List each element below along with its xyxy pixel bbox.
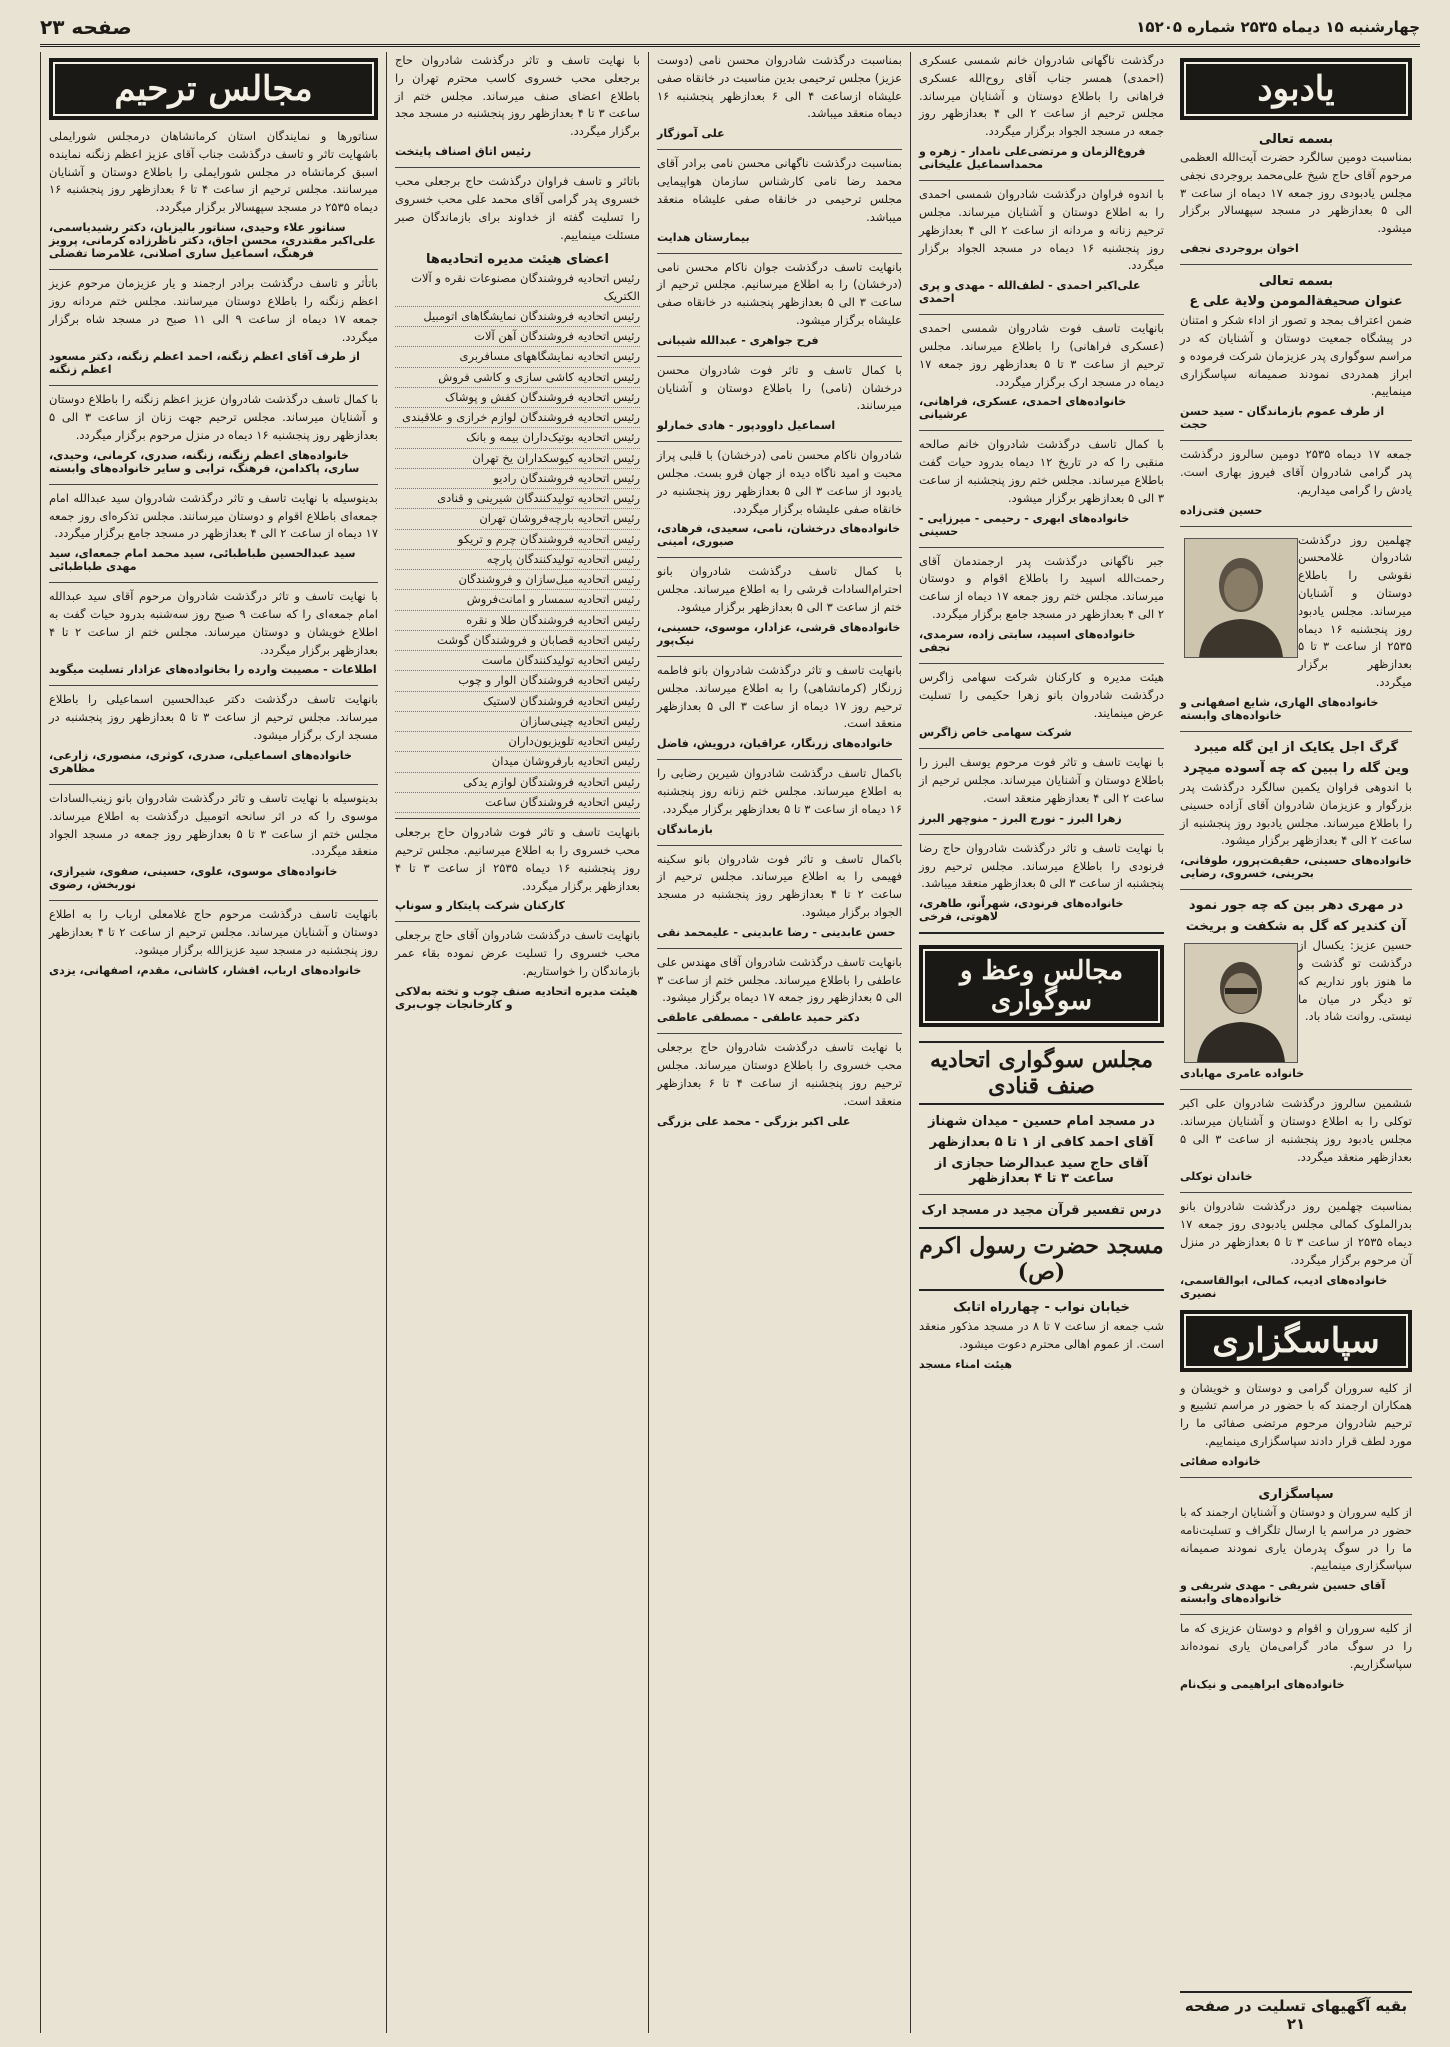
notice-nami-2: بمناسبت درگذشت ناگهانی محسن نامی برادر آقای محمد رضا نامی کارشناس سازمان هواپیمایی مجلس ترحیمی در خانقاه صفی علیشاه منعقد میباشد. bbox=[657, 156, 902, 224]
divider bbox=[1180, 1477, 1412, 1478]
divider bbox=[657, 948, 902, 949]
mosque-rasoul-text: شب جمعه از ساعت ۷ تا ۸ در مسجد مذکور منعقد است. از عموم اهالی محترم دعوت میشود. bbox=[919, 1319, 1164, 1351]
union-list-item: رئیس اتحادیه فروشندگان لوازم یدکی bbox=[395, 773, 640, 793]
notice-ameri: حسین عزیز: یکسال از درگذشت تو گذشت و ما هنوز باور نداریم که تو دیگر در میان ما نیستی. روانت شاد باد. bbox=[1298, 938, 1412, 1024]
portrait-silhouette-icon bbox=[1185, 539, 1297, 657]
notice-emam-jomeh: بدینوسیله با نهایت تاسف و تاثر درگذشت شادروان سید عبدالله امام جمعه‌ای باطلاع اقوام و دوستان میرسانند. مجلس تذکره‌ای روز جمعه ۱۷ دیماه از ساعت ۲ الی ۴ بعدازظهر در مسجد جامع برگزار میگردد. bbox=[49, 490, 378, 541]
notice-ameri-sign: خانواده عامری مهابادی bbox=[1180, 1067, 1305, 1081]
mosque-rasoul-address: خیابان نواب - چهارراه اتابک bbox=[953, 1300, 1130, 1316]
notice-fahimi: باکمال تاسف و تاثر فوت شادروان بانو سکینه فهیمی را به اطلاع میرساند. مجلس ترحیم از ساعت ۲ تا ۴ بعدازظهر روز پنجشنبه در مسجد الجواد برگزار میشود. bbox=[657, 851, 902, 919]
union-list-item: رئیس اتحادیه قصابان و فروشندگان گوشت bbox=[395, 631, 640, 651]
divider bbox=[919, 932, 1164, 934]
divider bbox=[657, 1033, 902, 1034]
columns-container bbox=[40, 52, 1420, 2033]
column-majales-tarhim bbox=[40, 52, 386, 2033]
union-list-item: رئیس اتحادیه فروشندگان الوار و چوب bbox=[395, 671, 640, 691]
column-three bbox=[648, 52, 910, 2033]
union-list-item: رئیس اتحادیه تولیدکنندگان پارچه bbox=[395, 550, 640, 570]
divider bbox=[395, 921, 640, 922]
notice-espid: جبر ناگهانی درگذشت پدر ارجمندمان آقای رحمت‌الله اسپید را باطلاع اقوام و دوستان میرساند. مجلس ختم روز جمعه ۱۷ دیماه از ساعت ۲ الی ۴ بعدازظهر در مسجد جامع برگزار میگردد. bbox=[919, 553, 1164, 622]
notice-ahmadi: با اندوه فراوان درگذشت شادروان شمسی احمدی را به اطلاع دوستان و آشنایان میرساند. مجلس ترحیم زنانه و مردانه از ساعت ۲ الی ۴ بعدازظهر روز پنجشنبه ۱۶ دیماه در مسجد الجواد برگزار میگردد. bbox=[919, 187, 1164, 273]
notice-mohebkhosravi-unions: باتاثر و تاسف فراوان درگذشت حاج برجعلی محب خسروی پدر گرامی آقای محمد علی محب خسروی را تسلیت گفته از خداوند برای بازماندگان صبر مسئلت مینماییم. bbox=[395, 174, 640, 242]
notice-bahari-sign: حسین فتی‌زاده bbox=[1180, 503, 1263, 517]
mosque-rasoul-title: مسجد حضرت رسول اکرم (ص) bbox=[919, 1227, 1164, 1291]
divider bbox=[49, 582, 378, 583]
notice-mousavi-sign: خانواده‌های موسوی، علوی، حسینی، صفوی، شیرازی، نوربخش، رضوی bbox=[49, 865, 338, 892]
sermon-speaker-2: آقای حاج سید عبدالرضا حجازی از ساعت ۳ تا ۴ بعدازظهر bbox=[934, 1156, 1149, 1187]
divider bbox=[919, 1194, 1164, 1195]
notice-safaei-sign: خانواده صفائی bbox=[1180, 1454, 1261, 1468]
poem-line-2: وین گله را ببین که چه آسوده میچرد bbox=[1182, 760, 1410, 776]
sermon-confectionery-title: مجلس سوگواری اتحادیه صنف قنادی bbox=[919, 1041, 1164, 1105]
portrait-photo bbox=[1184, 943, 1298, 1063]
divider bbox=[1180, 526, 1412, 527]
notice-manqabi-sign: خانواده‌های ابهری - رحیمی - میرزایی - حسینی bbox=[919, 511, 1130, 538]
notice-farnoudi-sign: خانواده‌های فرنودی، شهراّنو، طاهری، لاهوتی، فرخی bbox=[919, 897, 1124, 924]
divider bbox=[1180, 1192, 1412, 1193]
divider bbox=[49, 385, 378, 386]
divider bbox=[49, 900, 378, 901]
notice-zangeneh-family-sign: خانواده‌های اعظم زنگنه، زنگنه، صدری، کرمانی، وحیدی، ساری، پاکدامن، فرهنگ، ترابی و سایر خانواده‌های وابسته bbox=[49, 448, 360, 475]
divider bbox=[919, 748, 1164, 749]
divider bbox=[1180, 1614, 1412, 1615]
divider bbox=[919, 180, 1164, 181]
notice-zarnegar-sign: خانواده‌های زرنگار، عراقیان، درویش، فاضل bbox=[657, 737, 893, 751]
divider bbox=[1180, 264, 1412, 265]
divider bbox=[1180, 1089, 1412, 1090]
poem-line-1: گرگ اجل یکایک از این گله میبرد bbox=[1193, 739, 1399, 755]
sepasgozari-banner: سپاسگزاری bbox=[1180, 1310, 1412, 1372]
union-list-item: رئیس اتحادیه فروشندگان طلا و نقره bbox=[395, 611, 640, 631]
notice-paytkar: بانهایت تاسف و تاثر فوت شادروان حاج برجعلی محب خسروی را به اطلاع میرسانیم. مجلس ترحیم روز پنجشنبه ۱۶ دیماه ۲۵۳۵ از ساعت ۳ تا ۴ بعدازظهر برگزار میگردد. bbox=[395, 825, 640, 893]
union-list-item: رئیس اتحادیه فروشندگان رادیو bbox=[395, 469, 640, 489]
notice-alborz: با نهایت تاسف و تاثر فوت مرحوم یوسف البرز را باطلاع دوستان و آشنایان میرساند. مجلس ترحیم از ساعت ۲ الی ۴ بعدازظهر منعقد است. bbox=[919, 755, 1164, 805]
union-list-item: رئیس اتحادیه فروشندگان ساعت bbox=[395, 793, 640, 813]
union-list-item: رئیس اتحادیه فروشندگان لوازم خرازی و علاقبندی bbox=[395, 408, 640, 428]
notice-zagros: هیئت مدیره و کارکنان شرکت سهامی زاگرس درگذشت شادروان بانو زهرا حکیمی را تسلیت عرض مینمایند. bbox=[919, 669, 1164, 720]
notice-ahmadi-sign: علی‌اکبر احمدی - لطف‌الله - مهدی و پری احمدی bbox=[919, 279, 1141, 306]
notice-zangeneh-brother-sign: از طرف آقای اعظم زنگنه، احمد اعظم زنگنه، دکتر مسعود اعظم زنگنه bbox=[49, 350, 360, 377]
notice-nami-1: بمناسبت درگذشت شادروان محسن نامی (دوست عزیز) مجلس ترحیمی بدین مناسبت در خانقاه صفی علیشاه ازساعت ۴ الی ۶ بعدازظهر پنجشنبه ۱۶ دیماه منعقد میباشد. bbox=[657, 53, 902, 121]
notice-sharifi: از کلیه سروران و دوستان و آشنایان ارجمند که با حضور در مراسم یا ارسال تلگراف و تسلیت‌نامه ما را در سوگ پدرمان یاری نمودند صمیمانه سپاسگزاری مینماییم. bbox=[1180, 1504, 1412, 1573]
sermon-location: در مسجد امام حسین - میدان شهناز bbox=[928, 1114, 1155, 1130]
notice-hosseini: با اندوهی فراوان یکمین سالگرد درگذشت پدر بزرگوار و عزیزمان شادروان آقای آزاده حسینی را باطلاع میرساند. مجلس یادبود روز پنجشنبه از ساعت ۲ الی ۴ بعدازظهر برگزار میشود. bbox=[1180, 779, 1412, 848]
notice-kamali-sign: خانواده‌های ادیب، کمالی، ابوالقاسمی، نصیری bbox=[1180, 1273, 1388, 1300]
union-list-item: رئیس اتحادیه فروشندگان لاستیک bbox=[395, 692, 640, 712]
notice-manqabi: با کمال تاسف درگذشت شادروان خانم صالحه منقبی را که در تاریخ ۱۲ دیماه بدرود حیات گفت باطلاع میرساند. مجلس ختم روز پنجشنبه از ساعت ۳ الی ۵ بعدازظهر برگزار میشود. bbox=[919, 437, 1164, 505]
portrait-photo bbox=[1184, 538, 1298, 658]
divider bbox=[49, 685, 378, 686]
union-list-item: رئیس اتحادیه بارچه‌فروشان تهران bbox=[395, 509, 640, 529]
notice-ameri-block bbox=[1180, 937, 1412, 1067]
notice-bozorgi-sign: علی اکبر بزرگی - محمد علی بزرگی bbox=[657, 1114, 851, 1128]
notice-zangeneh-family: با کمال تاسف درگذشت شادروان عزیز اعظم زنگنه را باطلاع دوستان و آشنایان میرساند. مجلس ترحیم جهت زنان از ساعت ۳ الی ۵ بعدازظهر روز پنجشنبه ۱۶ دیماه در منزل مرحوم برگزار میگردد. bbox=[49, 392, 378, 442]
divider bbox=[1180, 731, 1412, 732]
notice-ebrahimi: از کلیه سروران و اقوام و دوستان عزیزی که ما را در سوگ مادر گرامی‌مان یاری نموده‌اند سپاسگزاریم. bbox=[1180, 1621, 1412, 1671]
union-list-item: رئیس اتحادیه کاشی سازی و کاشی فروش bbox=[395, 368, 640, 388]
notice-qorashi-sign: خانواده‌های قرشی، عزادار، موسوی، حسینی، نیک‌پور bbox=[657, 620, 901, 647]
notice-hojjat-head: عنوان صحیفةالمومن ولایة علی ع bbox=[1189, 294, 1403, 310]
notice-paytkar-sign: کارکنان شرکت پایتکار و سوناپ bbox=[395, 899, 565, 913]
divider bbox=[657, 845, 902, 846]
divider bbox=[919, 430, 1164, 431]
notice-bahari: جمعه ۱۷ دیماه ۲۵۳۵ دومین سالروز درگذشت پدر گرامی شادروان آقای فیروز بهاری است. یادش را گرامی میداریم. bbox=[1180, 447, 1412, 497]
notice-askari: درگذشت ناگهانی شادروان خانم شمسی عسکری (احمدی) همسر جناب آقای روح‌الله عسکری فراهانی را باطلاع دوستان و آشنایان میرساند. مجلس ترحیم از ساعت ۲ الی ۴ بعدازظهر روز جمعه در مسجد الجواد برگزار میگردد. bbox=[919, 53, 1164, 139]
page-header bbox=[40, 10, 1420, 47]
mosque-rasoul-sign: هیئت امناء مسجد bbox=[919, 1357, 1013, 1371]
notice-esmaili-sign: خانواده‌های اسماعیلی، صدری، کوثری، منصوری، زارعی، مظاهری bbox=[49, 748, 352, 775]
union-list-item: رئیس اتحادیه فروشندگان نمایشگاهای اتومبیل bbox=[395, 307, 640, 327]
notice-ebrahimi-sign: خانواده‌های ابراهیمی و نیک‌نام bbox=[1180, 1677, 1345, 1691]
notice-ahmadi-2-sign: خانواده‌های احمدی، عسکری، فراهانی، عرشیانی bbox=[919, 395, 1127, 422]
issue-date-line: چهارشنبه ۱۵ دیماه ۲۵۳۵ شماره ۱۵۲۰۵ bbox=[1136, 18, 1420, 36]
notice-nami-3: بانهایت تاسف درگذشت جوان ناکام محسن نامی (درخشان) را به اطلاع میرسانیم. مجلس ترحیم از ساعت ۳ الی ۵ بعدازظهر پنجشنبه در خانقاه صفی علیشاه برگزار میشود. bbox=[657, 259, 902, 327]
notice-kamali: بمناسبت چهلمین روز درگذشت شادروان بانو بدرالملوک کمالی مجلس یادبودی روز جمعه ۱۷ دیماه ۲۵۳۵ از ساعت ۳ تا ۵ بعدازظهر در منزل آن مرحوم برگزار میگردد. bbox=[1180, 1199, 1413, 1267]
notice-sharifi-sign: آقای حسین شریفی - مهدی شریفی و خانواده‌های وابسته bbox=[1180, 1579, 1386, 1606]
notice-naqushi-sign: خانواده‌های الهاری، شایع اصفهانی و خانواده‌های وابسته bbox=[1180, 695, 1379, 722]
notice-hosseini-sign: خانواده‌های حسینی، حقیقت‌پرور، طوفانی، بحرینی، خسروی، رضایی bbox=[1180, 854, 1412, 881]
divider bbox=[395, 167, 640, 168]
union-list-item: رئیس اتحادیه فروشندگان آهن آلات bbox=[395, 327, 640, 347]
divider bbox=[657, 759, 902, 760]
notice-qorashi: با کمال تاسف درگذشت شادروان بانو احترام‌السادات قرشی را به اطلاع میرساند. مجلس ختم از ساعت ۳ الی ۵ بعدازظهر برگزار میشود. bbox=[657, 564, 902, 615]
notice-zangeneh-parliament: سناتورها و نمایندگان استان کرمانشاهان درمجلس شورایملی باشهایت تاثر و تاسف درگذشت جناب آقای عزیز اعظم زنگنه نماینده اسبق کرمانشاه در مجلس شورایملی را باطلاع دوستان و آشنایان میرسانند. مجلس ترحیم از ساعت ۴ تا ۶ بعدازظهر روز پنجشنبه ۱۶ دیماه ۲۵۳۵ در مسجد سپهسالار برگزار میگردد. bbox=[49, 129, 378, 215]
notice-emam-jomeh-2: با نهایت تاسف و تاثر درگذشت شادروان مرحوم آقای سید عبدالله امام جمعه‌ای را که ساعت ۹ صبح روز سه‌شنبه بدرود حیات گفت به اطلاع خویشان و دوستان میرساند. مجلس ختم از ساعت ۲ تا ۴ بعدازظهر برگزار میگردد. bbox=[49, 589, 379, 657]
notice-nami-5-sign: خانواده‌های درخشان، نامی، سعیدی، فرهادی، صبوری، امینی bbox=[657, 522, 901, 549]
notice-rezaei: باکمال تاسف درگذشت شادروان شیرین رضایی را به اطلاع میرساند. مجلس ختم زنانه روز پنجشنبه ۱۶ دیماه از ساعت ۳ تا ۵ بعدازظهر برگزار میگردد. bbox=[657, 766, 902, 816]
divider bbox=[919, 547, 1164, 548]
notice-sharifi-title: سپاسگزاری bbox=[1258, 1486, 1334, 1502]
sermons-banner: مجالس وعظ و سوگواری bbox=[919, 945, 1164, 1027]
divider bbox=[919, 663, 1164, 664]
union-list-item: رئیس اتحادیه فروشندگان مصنوعات نقره و آلات الکتریک bbox=[395, 269, 640, 307]
divider bbox=[1180, 440, 1412, 441]
divider bbox=[49, 269, 378, 270]
divider bbox=[1180, 889, 1412, 890]
portrait-silhouette-icon bbox=[1185, 944, 1297, 1062]
notice-fahimi-sign: حسن عابدینی - رضا عابدینی - علیمحمد نقی bbox=[657, 925, 896, 939]
union-list-item: رئیس اتحادیه فروشندگان چرم و تریکو bbox=[395, 530, 640, 550]
majales-tarhim-banner: مجالس ترحیم bbox=[49, 58, 378, 120]
notice-nami-2-sign: بیمارستان هدایت bbox=[657, 230, 750, 244]
union-list-item: رئیس اتحادیه سمسار و امانت‌فروش bbox=[395, 590, 640, 610]
notice-nami-4-sign: اسماعیل داوودپور - هادی خمارلو bbox=[657, 419, 836, 433]
divider bbox=[657, 149, 902, 150]
continued-notice-footer: بقیه آگهیهای تسلیت در صفحه ۲۱ bbox=[1180, 1991, 1412, 2033]
notice-wood-guild: بانهایت تاسف درگذشت شادروان آقای حاج برجعلی محب خسروی را تسلیت عرض نموده بقاء عمر بازماندگان را خواستاریم. bbox=[395, 928, 640, 978]
unions-list bbox=[395, 269, 640, 813]
union-list-item: رئیس اتحادیه چینی‌سازان bbox=[395, 712, 640, 732]
unions-subhead: اعضای هیئت مدیره اتحادیه‌ها bbox=[425, 252, 610, 268]
union-list-item: رئیس اتحادیه فروشندگان کفش و پوشاک bbox=[395, 388, 640, 408]
column-two bbox=[910, 52, 1172, 2033]
yadbood-banner: یادبود bbox=[1180, 58, 1412, 120]
union-list-item: رئیس اتحادیه بوتیک‌داران بیمه و بانک bbox=[395, 428, 640, 448]
notice-nami-5: شادروان ناکام محسن نامی (درخشان) با قلبی پراز محبت و امید ناگاه دیده از جهان فرو بست. مجلس یادبود از ساعت ۳ الی ۵ بعدازظهر روز پنجشنبه در خانقاه صفی علیشاه برگزار میگردد. bbox=[657, 448, 902, 516]
notice-tavakoli: ششمین سالروز درگذشت شادروان علی اکبر توکلی را به اطلاع دوستان و آشنایان میرساند. مجلس یادبود روز پنجشنبه از ساعت ۳ الی ۵ بعدازظهر منعقد میگردد. bbox=[1180, 1096, 1412, 1164]
divider bbox=[657, 557, 902, 558]
union-list-item: رئیس اتحادیه مبل‌سازان و فروشندگان bbox=[395, 570, 640, 590]
notice-alborz-sign: زهرا البرز - نورج البرز - منوچهر البرز bbox=[919, 811, 1122, 825]
poem-line-4: آن کندیر که گل به شکفت و بریخت bbox=[1185, 919, 1407, 935]
notice-zagros-sign: شرکت سهامی خاص زاگرس bbox=[919, 726, 1072, 740]
notice-borujerdi: بمناسبت دومین سالگرد حضرت آیت‌الله العظمی مرحوم آقای حاج شیخ علی‌محمد بروجردی نجفی مجلس یادبودی روز جمعه ۱۷ دیماه از ساعت ۳ الی ۵ بعدازظهر در مسجد سپهسالار برگزار میشود. bbox=[1180, 150, 1412, 236]
notice-tavakoli-sign: خاندان توکلی bbox=[1180, 1170, 1253, 1184]
notice-espid-sign: خانواده‌های اسپید، سابتی زاده، سرمدی، نجفی bbox=[919, 627, 1136, 654]
divider bbox=[49, 484, 378, 485]
notice-wood-guild-sign: هیئت مدیره اتحادیه صنف چوب و تخته به‌لاکی و کارخانجات چوب‌بری bbox=[395, 984, 638, 1011]
notice-esmaili: بانهایت تاسف درگذشت دکتر عبدالحسین اسماعیلی را باطلاع میرساند. مجلس ترحیم از ساعت ۳ تا ۵ بعدازظهر روز پنجشنبه در مسجد ارک برگزار میشود. bbox=[49, 692, 378, 743]
notice-mousavi: بدینوسیله با نهایت تاسف و تاثر درگذشت شادروان بانو زینب‌السادات موسوی را که در اثر سانحه اتومبیل درگذشت به اطلاع میرساند. مجلس ختم از ساعت ۳ تا ۵ بعدازظهر روز جمعه در مسجد الجواد منعقد میگردد. bbox=[49, 790, 379, 859]
notice-nami-3-sign: فرح جواهری - عبدالله شیبانی bbox=[657, 333, 819, 347]
notice-naqushi-block bbox=[1180, 532, 1412, 696]
notice-arbab: بانهایت تاسف درگذشت مرحوم حاج غلامعلی ارباب را به اطلاع دوستان و آشنایان میرساند. مجلس ترحیم از ساعت ۲ تا ۴ بعدازظهر روز پنجشنبه در مسجد سید عزیزالله برگزار میشود. bbox=[49, 907, 378, 957]
divider bbox=[657, 253, 902, 254]
column-guilds bbox=[386, 52, 648, 2033]
divider bbox=[919, 834, 1164, 835]
poem-line-3: در مهری دهر بین که چه جور نمود bbox=[1188, 898, 1404, 914]
notice-borujerdi-sign: اخوان بروجردی نجفی bbox=[1180, 242, 1299, 256]
notice-arbab-sign: خانواده‌های ارباب، افشار، کاشانی، مقدم، اصفهانی، یزدی bbox=[49, 963, 362, 977]
notice-emam-jomeh-2-sign: اطلاعات - مصیبت وارده را بخانواده‌های عزادار تسلیت میگوید bbox=[49, 663, 377, 677]
sermon-speaker-1: آقای احمد کافی از ۱ تا ۵ بعدازظهر bbox=[929, 1135, 1154, 1151]
notice-farnoudi: با نهایت تاسف و تاثر درگذشت شادروان حاج رضا فرنودی را باطلاع میرساند. مجلس ترحیم روز پنجشنبه از ساعت ۳ الی ۵ بعدازظهر منعقد میباشد. bbox=[919, 840, 1164, 891]
notice-bozorgi: با نهایت تاسف درگذشت شادروان حاج برجعلی محب خسروی را باطلاع دوستان میرساند. مجلس ترحیم روز پنجشنبه از ساعت ۴ تا ۶ بعدازظهر منعقد است. bbox=[657, 1040, 903, 1108]
notice-askari-sign: فروغ‌الزمان و مرتضی‌علی نامدار - زهره و محمداسماعیل علیخانی bbox=[919, 145, 1146, 172]
divider bbox=[657, 441, 902, 442]
quran-class-title: درس تفسیر قرآن مجید در مسجد ارک bbox=[921, 1203, 1162, 1219]
union-list-item: رئیس اتحادیه نمایشگاههای مسافربری bbox=[395, 347, 640, 367]
notice-emam-jomeh-sign: سید عبدالحسین طباطبائی، سید محمد امام جمعه‌ای، سید مهدی طباطبائی bbox=[49, 547, 356, 574]
notice-zarnegar: بانهایت تاسف و تاثر درگذشت شادروان بانو فاطمه زرنگار (کرمانشاهی) را به اطلاع میرساند. مجلس ترحیم روز ۱۷ دیماه از ساعت ۳ الی ۵ بعدازظهر منعقد است. bbox=[657, 662, 902, 731]
notice-hojjat-sign: از طرف عموم بازماندگان - سید حسن حجت bbox=[1180, 405, 1385, 432]
notice-borujerdi-title: بسمه تعالی bbox=[1258, 132, 1334, 147]
notice-safaei: از کلیه سروران گرامی و دوستان و خویشان و همکاران ارجمند که با حضور در مراسم تشییع و ترحیم شادروان مرحوم مرتضی صفائی ما را مورد لطف قرار دادند سپاسگزاری مینماییم. bbox=[1180, 1380, 1412, 1449]
page-number-label: صفحه ۲۳ bbox=[40, 15, 132, 39]
union-list-item: رئیس اتحادیه کیوسکداران یخ تهران bbox=[395, 449, 640, 469]
notice-zangeneh-brother: باتأثر و تاسف درگذشت برادر ارجمند و یار عزیزمان مرحوم عزیز اعظم زنگنه را باطلاع دوستان میرسانند. مجلس ختم مردانه روز جمعه ۱۷ دیماه از ساعت ۹ الی ۱۱ صبح در مسجد شاه برگزار میگردد. bbox=[49, 276, 378, 344]
notice-zangeneh-parliament-sign: سناتور علاء وحیدی، سناتور بالیزبان، دکتر رشیدیاسمی، علی‌اکبر مقتدری، محسن اجاق، دکتر ناظرزاده کرمانی، پرویز فرهنگ، اسماعیل ساری اصلانی، غلامرضا تفضلی bbox=[49, 221, 376, 261]
divider bbox=[919, 314, 1164, 315]
union-list-item: رئیس اتحادیه تولیدکنندگان ماست bbox=[395, 651, 640, 671]
notice-hojjat-title: بسمه تعالی bbox=[1258, 274, 1334, 290]
divider bbox=[49, 784, 378, 785]
notice-atefi-sign: دکتر حمید عاطفی - مصطفی عاطفی bbox=[657, 1011, 860, 1025]
notice-nami-4: با کمال تاسف و تاثر فوت شادروان محسن درخشان (نامی) را باطلاع دوستان و آشنایان میرسانند. bbox=[657, 362, 902, 413]
union-list-item: رئیس اتحادیه تولیدکنندگان شیرینی و قنادی bbox=[395, 489, 640, 509]
notice-ahmadi-2: بانهایت تاسف فوت شادروان شمسی احمدی (عسکری فراهانی) را باطلاع میرساند. مجلس ترحیم از ساعت ۳ تا ۵ بعدازظهر روز جمعه ۱۷ دیماه در مسجد ارک برگزار میگردد. bbox=[919, 321, 1164, 389]
notice-mohebkhosravi-guild-sign: رئیس اتاق اصناف پایتخت bbox=[395, 145, 532, 159]
notice-mohebkhosravi-guild: با نهایت تاسف و تاثر درگذشت شادروان حاج برجعلی محب خسروی کاسب محترم تهران را باطلاع اعضای صنف میرساند. مجلس ختم از ساعت ۳ تا ۴ بعدازظهر روز پنجشنبه در مسجد مجد برگزار میگردد. bbox=[395, 53, 640, 139]
column-yadbood bbox=[1172, 52, 1420, 2033]
notice-naqushi: چهلمین روز درگذشت شادروان غلامحسن نقوشی را باطلاع دوستان و آشنایان میرساند. مجلس یادبود روز پنجشنبه ۱۶ دیماه ۲۵۳۵ از ساعت ۳ تا ۵ بعدازظهر برگزار میگردد. bbox=[1298, 532, 1412, 690]
notice-hojjat: ضمن اعتراف بمجد و تصور از اداء شکر و امتنان در پیشگاه جمعیت دوستان و آشنایان که در مراسم سوگواری پدر عزیزمان شرکت فرموده و ابراز همدردی نمودند صمیمانه سپاسگزاری مینماییم. bbox=[1180, 313, 1412, 399]
divider bbox=[657, 356, 902, 357]
notice-nami-1-sign: علی آموزگار bbox=[657, 127, 725, 141]
notice-rezaei-sign: بازماندگان bbox=[657, 822, 713, 836]
union-list-item: رئیس اتحادیه بارفروشان میدان bbox=[395, 752, 640, 772]
union-list-item: رئیس اتحادیه تلویزیون‌داران bbox=[395, 732, 640, 752]
divider bbox=[657, 656, 902, 657]
divider bbox=[395, 818, 640, 819]
notice-atefi: بانهایت تاسف درگذشت شادروان آقای مهندس علی عاطفی را باطلاع میرساند. مجلس ختم از ساعت ۳ الی ۵ بعدازظهر روز جمعه ۱۷ دیماه برگزار میشود. bbox=[657, 954, 902, 1005]
